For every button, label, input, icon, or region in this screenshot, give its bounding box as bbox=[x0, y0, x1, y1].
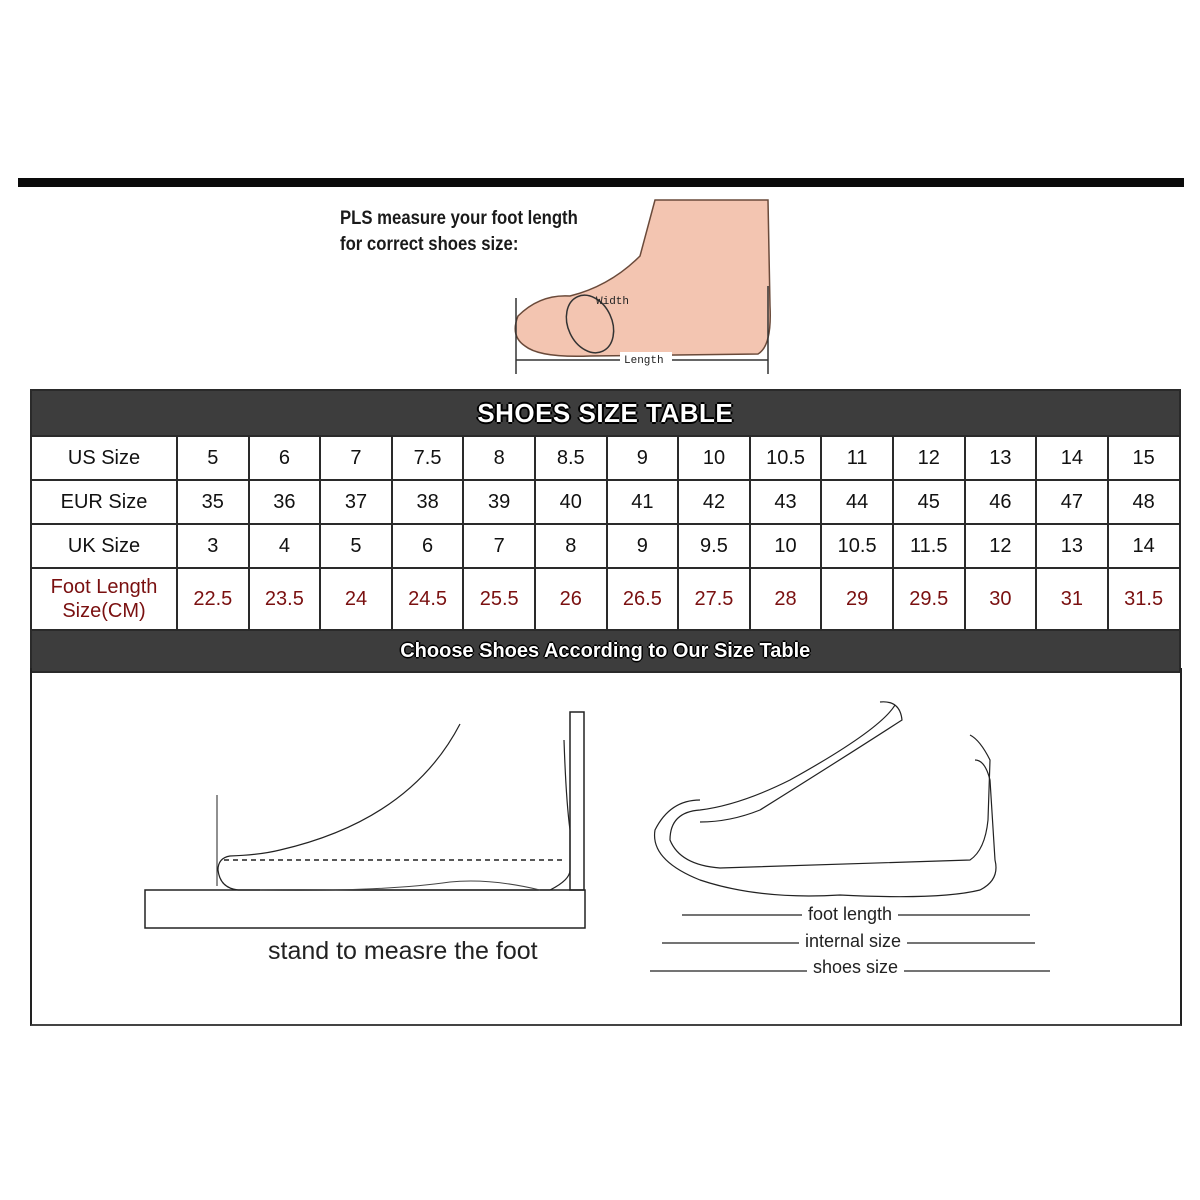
cell: 13 bbox=[1036, 524, 1108, 568]
cell: 8.5 bbox=[535, 436, 607, 480]
cell: 11 bbox=[821, 436, 893, 480]
internal-size-label: internal size bbox=[799, 931, 907, 952]
shoes-size-label: shoes size bbox=[807, 957, 904, 978]
foot-length-label: foot length bbox=[802, 904, 898, 925]
cell: 38 bbox=[392, 480, 464, 524]
cell: 42 bbox=[678, 480, 750, 524]
cell: 28 bbox=[750, 568, 822, 630]
cell: 29.5 bbox=[893, 568, 965, 630]
cell: 31 bbox=[1036, 568, 1108, 630]
cell: 13 bbox=[965, 436, 1037, 480]
cell: 10.5 bbox=[821, 524, 893, 568]
cell: 10.5 bbox=[750, 436, 822, 480]
cell: 25.5 bbox=[463, 568, 535, 630]
cell: 30 bbox=[965, 568, 1037, 630]
row-label bbox=[31, 568, 177, 630]
cell: 9 bbox=[607, 436, 679, 480]
cell: 26 bbox=[535, 568, 607, 630]
row-label: UK Size bbox=[31, 524, 177, 568]
cell: 23.5 bbox=[249, 568, 321, 630]
instruction-line-1: PLS measure your foot length bbox=[340, 208, 578, 229]
standing-measure-caption: stand to measre the foot bbox=[268, 937, 538, 965]
length-label: Length bbox=[624, 355, 664, 367]
cell: 7.5 bbox=[392, 436, 464, 480]
cell: 8 bbox=[535, 524, 607, 568]
cell: 3 bbox=[177, 524, 249, 568]
row-label: EUR Size bbox=[31, 480, 177, 524]
cell: 40 bbox=[535, 480, 607, 524]
cell: 46 bbox=[965, 480, 1037, 524]
cell: 11.5 bbox=[893, 524, 965, 568]
top-rule bbox=[18, 178, 1184, 187]
cell: 6 bbox=[249, 436, 321, 480]
shoe-size-table bbox=[30, 389, 1181, 673]
cell: 15 bbox=[1108, 436, 1180, 480]
cell: 39 bbox=[463, 480, 535, 524]
width-label: Width bbox=[596, 296, 630, 308]
cell: 37 bbox=[320, 480, 392, 524]
row-label-line-2: Size(CM) bbox=[62, 600, 146, 622]
instruction-line-2: for correct shoes size: bbox=[340, 234, 519, 255]
cell: 14 bbox=[1036, 436, 1108, 480]
cell: 7 bbox=[320, 436, 392, 480]
cell: 44 bbox=[821, 480, 893, 524]
row-label-line-1: Foot Length bbox=[50, 576, 158, 598]
cell: 6 bbox=[392, 524, 464, 568]
cell: 45 bbox=[893, 480, 965, 524]
cell: 14 bbox=[1108, 524, 1180, 568]
cell: 36 bbox=[249, 480, 321, 524]
cell: 5 bbox=[320, 524, 392, 568]
cell: 10 bbox=[750, 524, 822, 568]
cell: 5 bbox=[177, 436, 249, 480]
cell: 41 bbox=[607, 480, 679, 524]
cell: 43 bbox=[750, 480, 822, 524]
cell: 24 bbox=[320, 568, 392, 630]
shoe-size-diagram bbox=[640, 700, 1060, 1000]
table-row-foot-length bbox=[31, 568, 1180, 630]
cell: 8 bbox=[463, 436, 535, 480]
cell: 47 bbox=[1036, 480, 1108, 524]
table-footer-banner: Choose Shoes According to Our Size Table bbox=[31, 630, 1180, 672]
row-label: US Size bbox=[31, 436, 177, 480]
cell: 22.5 bbox=[177, 568, 249, 630]
cell: 27.5 bbox=[678, 568, 750, 630]
cell: 26.5 bbox=[607, 568, 679, 630]
cell: 24.5 bbox=[392, 568, 464, 630]
table-title: SHOES SIZE TABLE bbox=[31, 390, 1180, 436]
table-row-us bbox=[31, 436, 1180, 480]
table-row-eur bbox=[31, 480, 1180, 524]
cell: 12 bbox=[965, 524, 1037, 568]
table-row-uk bbox=[31, 524, 1180, 568]
cell: 10 bbox=[678, 436, 750, 480]
cell: 4 bbox=[249, 524, 321, 568]
cell: 7 bbox=[463, 524, 535, 568]
cell: 48 bbox=[1108, 480, 1180, 524]
cell: 9.5 bbox=[678, 524, 750, 568]
cell: 12 bbox=[893, 436, 965, 480]
foot-measure-illustration bbox=[500, 196, 780, 376]
cell: 31.5 bbox=[1108, 568, 1180, 630]
cell: 35 bbox=[177, 480, 249, 524]
cell: 29 bbox=[821, 568, 893, 630]
cell: 9 bbox=[607, 524, 679, 568]
